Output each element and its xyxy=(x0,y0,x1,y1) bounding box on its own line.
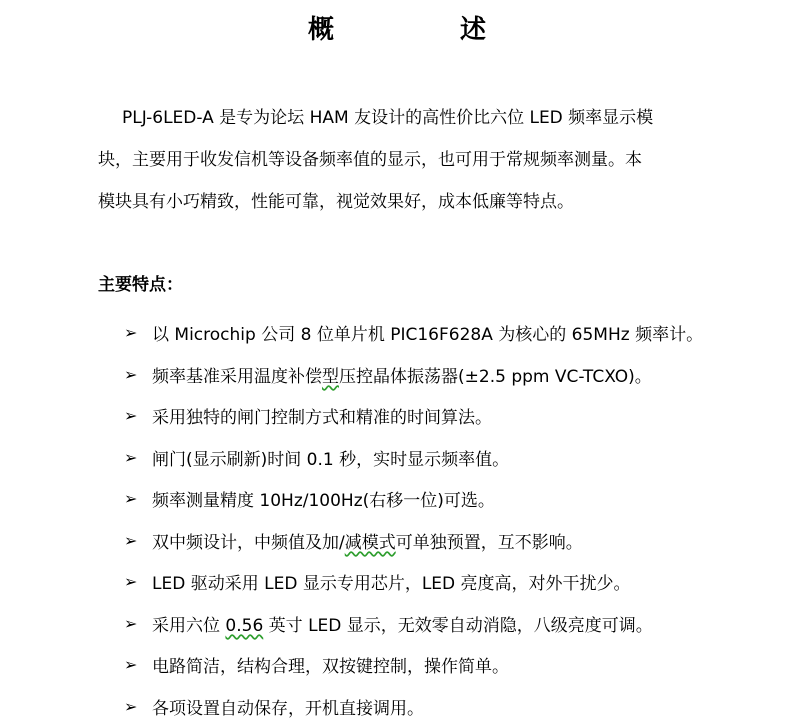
intro-line-3: 模块具有小巧精致，性能可靠，视觉效果好，成本低廉等特点。 xyxy=(98,181,690,223)
bullet-arrow-icon: ➢ xyxy=(124,406,152,425)
feature-text: 各项设置自动保存，开机直接调用。 xyxy=(152,694,424,719)
list-item xyxy=(124,644,703,686)
spellcheck-underlined-text: 型 xyxy=(322,367,339,387)
intro-line-1: PLJ-6LED-A 是专为论坛 HAM 友设计的高性价比六位 LED 频率显示模 xyxy=(98,97,690,139)
list-item xyxy=(124,520,703,562)
features-heading: 主要特点： xyxy=(98,270,183,300)
bullet-arrow-icon: ➢ xyxy=(124,655,152,674)
feature-text: 频率测量精度 10Hz/100Hz(右移一位)可选。 xyxy=(152,486,495,511)
feature-text-part: 双中频设计，中频值及加/ xyxy=(152,533,345,553)
bullet-arrow-icon: ➢ xyxy=(124,365,152,384)
feature-text xyxy=(152,362,652,387)
feature-text: 闸门(显示刷新)时间 0.1 秒，实时显示频率值。 xyxy=(152,445,509,470)
bullet-arrow-icon: ➢ xyxy=(124,531,152,550)
page-title: 概 述 xyxy=(0,12,794,48)
feature-text: LED 驱动采用 LED 显示专用芯片，LED 亮度高，对外干扰少。 xyxy=(152,569,631,594)
features-list xyxy=(124,312,703,727)
list-item xyxy=(124,478,703,520)
list-item xyxy=(124,686,703,727)
feature-text: 采用独特的闸门控制方式和精准的时间算法。 xyxy=(152,403,492,428)
list-item xyxy=(124,561,703,603)
list-item xyxy=(124,603,703,645)
spellcheck-underlined-text: 0.56 xyxy=(225,616,263,636)
feature-text: 电路简洁，结构合理，双按键控制，操作简单。 xyxy=(152,652,509,677)
feature-text-part: 英寸 LED 显示，无效零自动消隐，八级亮度可调。 xyxy=(263,616,653,636)
list-item xyxy=(124,437,703,479)
feature-text-part: 压控晶体振荡器(±2.5 ppm VC-TCXO)。 xyxy=(339,367,652,387)
list-item xyxy=(124,395,703,437)
feature-text xyxy=(152,611,653,636)
bullet-arrow-icon: ➢ xyxy=(124,489,152,508)
list-item xyxy=(124,354,703,396)
bullet-arrow-icon: ➢ xyxy=(124,572,152,591)
feature-text-part: 频率基准采用温度补偿 xyxy=(152,367,322,387)
bullet-arrow-icon: ➢ xyxy=(124,448,152,467)
feature-text-part: 采用六位 xyxy=(152,616,225,636)
bullet-arrow-icon: ➢ xyxy=(124,614,152,633)
intro-paragraph xyxy=(98,97,690,223)
intro-line-2: 块，主要用于收发信机等设备频率值的显示，也可用于常规频率测量。本 xyxy=(98,139,690,181)
feature-text: 以 Microchip 公司 8 位单片机 PIC16F628A 为核心的 65MHz 频率计。 xyxy=(152,320,703,345)
feature-text xyxy=(152,528,583,553)
bullet-arrow-icon: ➢ xyxy=(124,697,152,716)
feature-text-part: 可单独预置，互不影响。 xyxy=(396,533,583,553)
list-item xyxy=(124,312,703,354)
bullet-arrow-icon: ➢ xyxy=(124,323,152,342)
spellcheck-underlined-text: 减模式 xyxy=(345,533,396,553)
